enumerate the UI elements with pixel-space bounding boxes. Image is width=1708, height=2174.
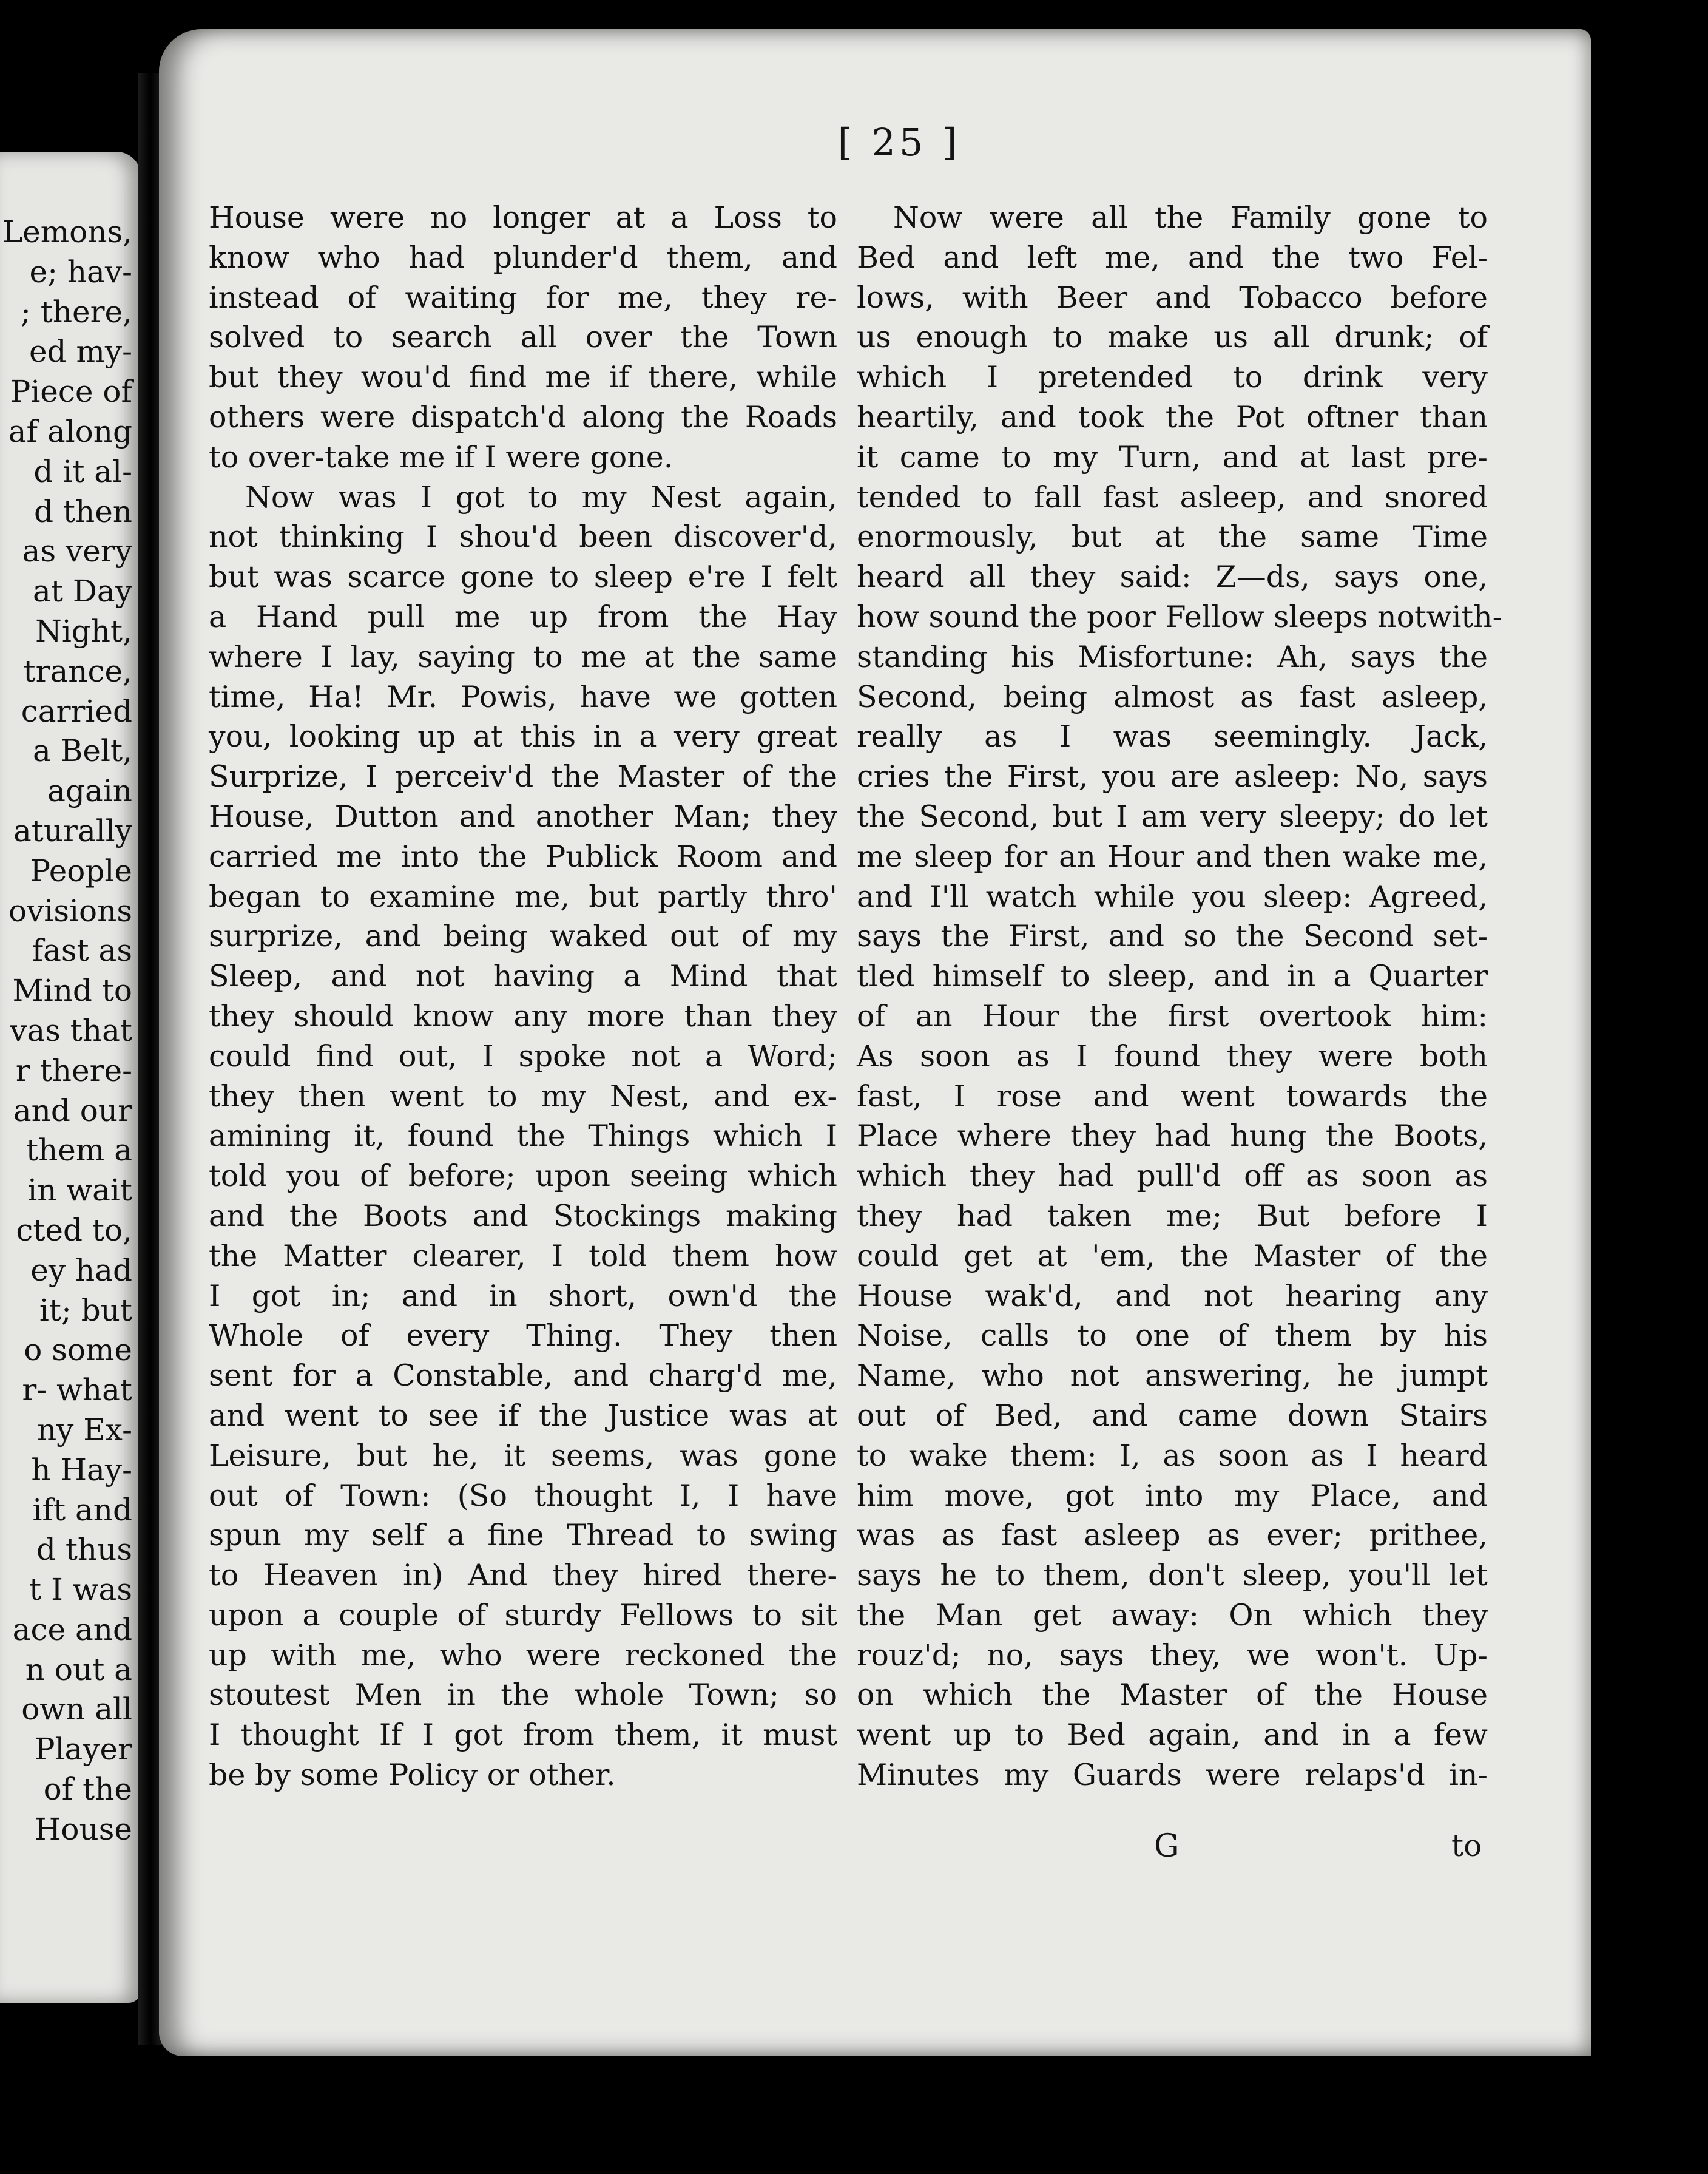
text-line: House wak'd, and not hearing any (857, 1278, 1488, 1313)
left-page-line: it; but (39, 1292, 132, 1328)
text-line: standing his Misfortune: Ah, says the (857, 639, 1488, 674)
text-line: which they had pull'd off as soon as (857, 1159, 1488, 1194)
text-line: lows, with Beer and Tobacco before (857, 280, 1488, 315)
text-line: others were dispatch'd along the Roads (209, 399, 837, 435)
text-line: amining it, found the Things which I (209, 1119, 837, 1154)
left-page-line: r- what (22, 1372, 132, 1408)
text-line: heartily, and took the Pot oftner than (857, 399, 1488, 435)
text-line: Second, being almost as fast asleep, (857, 679, 1488, 714)
left-page-line: Lemons, (2, 214, 132, 249)
text-line: they then went to my Nest, and ex- (209, 1079, 837, 1114)
text-line: where I lay, saying to me at the same (209, 639, 837, 674)
text-line: me sleep for an Hour and then wake me, (857, 839, 1488, 874)
text-line: Sleep, and not having a Mind that (209, 959, 837, 994)
text-line: they should know any more than they (209, 998, 837, 1034)
text-line: and went to see if the Justice was at (209, 1398, 837, 1433)
text-line: Surprize, I perceiv'd the Master of the (209, 759, 837, 794)
signature-mark: G (1154, 1828, 1180, 1864)
text-line: the Matter clearer, I told them how (209, 1238, 837, 1273)
left-page-line: ift and (32, 1492, 132, 1528)
text-line: As soon as I found they were both (857, 1038, 1488, 1074)
text-line: I got in; and in short, own'd the (209, 1278, 837, 1313)
text-line: says the First, and so the Second set- (857, 919, 1488, 954)
text-line: it came to my Turn, and at last pre- (857, 439, 1488, 475)
left-page-line: e; hav- (29, 254, 132, 290)
text-line: I thought If I got from them, it must (209, 1718, 837, 1753)
text-line: be by some Policy or other. (209, 1758, 616, 1793)
text-line: tended to fall fast asleep, and snored (857, 479, 1488, 515)
text-line: could find out, I spoke not a Word; (209, 1038, 837, 1074)
text-line: to over-take me if I were gone. (209, 439, 673, 475)
left-page-line: House (34, 1811, 132, 1847)
left-page-line: carried (21, 693, 132, 729)
left-page-line: a Belt, (32, 733, 132, 769)
text-line: Now were all the Family gone to (893, 200, 1488, 235)
left-page-line: af along (8, 413, 132, 449)
text-line: went up to Bed again, and in a few (857, 1718, 1488, 1753)
left-page-line: d thus (36, 1532, 132, 1568)
text-line: the Man get away: On which they (857, 1597, 1488, 1633)
left-page-line: Player (34, 1732, 132, 1767)
left-page-line: as very (22, 533, 132, 569)
text-line: could get at 'em, the Master of the (857, 1238, 1488, 1273)
text-line: really as I was seemingly. Jack, (857, 719, 1488, 754)
text-line: out of Bed, and came down Stairs (857, 1398, 1488, 1433)
catchword: to (1451, 1828, 1482, 1863)
left-page-line: cted to, (16, 1212, 132, 1248)
left-page-line: n out a (25, 1651, 132, 1687)
left-page-line: ny Ex- (36, 1412, 132, 1448)
text-line: Name, who not answering, he jumpt (857, 1358, 1488, 1393)
text-line: House were no longer at a Loss to (209, 200, 837, 235)
text-line: time, Ha! Mr. Powis, have we gotten (209, 679, 837, 714)
text-line: and the Boots and Stockings making (209, 1198, 837, 1233)
left-page-line: fast as (32, 933, 132, 969)
left-page-line: ovisions (8, 893, 132, 929)
left-page-line: Night, (35, 613, 132, 649)
text-line: on which the Master of the House (857, 1678, 1488, 1713)
left-page-line: r there- (15, 1052, 132, 1088)
text-line: told you of before; upon seeing which (209, 1159, 837, 1194)
text-line: cries the First, you are asleep: No, says (857, 759, 1488, 794)
text-line: Leisure, but he, it seems, was gone (209, 1438, 837, 1473)
left-page-line: aturally (13, 813, 132, 848)
left-page-line: ed my- (29, 334, 132, 370)
left-page-line: vas that (10, 1012, 132, 1048)
text-line: says he to them, don't sleep, you'll let (857, 1558, 1488, 1593)
text-line: of an Hour the first overtook him: (857, 998, 1488, 1034)
text-column-left (209, 198, 837, 1795)
left-page-line: at Day (33, 574, 132, 609)
text-line: not thinking I shou'd been discover'd, (209, 520, 837, 555)
main-page (159, 29, 1591, 2056)
left-page-line: h Hay- (31, 1452, 132, 1488)
text-line: you, looking up at this in a very great (209, 719, 837, 754)
text-line: stoutest Men in the whole Town; so (209, 1678, 837, 1713)
text-line: out of Town: (So thought I, I have (209, 1478, 837, 1513)
text-line: how sound the poor Fellow sleeps notwith- (857, 599, 1503, 634)
text-line: began to examine me, but partly thro' (209, 879, 837, 914)
text-line: surprize, and being waked out of my (209, 919, 837, 954)
text-line: tled himself to sleep, and in a Quarter (857, 959, 1488, 994)
left-page-line: ace and (12, 1611, 132, 1647)
left-page-line: d then (34, 493, 132, 529)
left-page-line: in wait (27, 1173, 132, 1208)
left-page-line: of the (43, 1772, 132, 1807)
text-line: heard all they said: Z—ds, says one, (857, 560, 1488, 595)
left-page-line: Piece of (10, 374, 132, 410)
text-line: us enough to make us all drunk; of (857, 320, 1488, 355)
text-line: to Heaven in) And they hired there- (209, 1558, 837, 1593)
left-page-line: ; there, (20, 294, 132, 330)
text-line: the Second, but I am very sleepy; do let (857, 799, 1488, 834)
text-line: know who had plunder'd them, and (209, 240, 837, 275)
text-line: up with me, who were reckoned the (209, 1637, 837, 1673)
text-line: Bed and left me, and the two Fel- (857, 240, 1488, 275)
left-page-line: People (30, 853, 132, 889)
left-page-line: and our (13, 1092, 132, 1128)
text-line: House, Dutton and another Man; they (209, 799, 837, 834)
left-page-edge (0, 152, 141, 2003)
left-page-line: Mind to (12, 973, 132, 1009)
text-line: sent for a Constable, and charg'd me, (209, 1358, 837, 1393)
left-page-line: them a (26, 1133, 132, 1168)
text-line: him move, got into my Place, and (857, 1478, 1488, 1513)
left-page-line: t I was (29, 1572, 132, 1608)
left-page-line: own all (21, 1691, 132, 1727)
left-page-line: ey had (30, 1252, 132, 1288)
page-number: [ 25 ] (837, 120, 961, 164)
text-line: which I pretended to drink very (857, 360, 1488, 395)
text-line: Place where they had hung the Boots, (857, 1119, 1488, 1154)
text-column-right (857, 198, 1503, 1795)
text-line: was as fast asleep as ever; prithee, (857, 1518, 1488, 1553)
left-page-line: again (47, 773, 132, 809)
text-line: Now was I got to my Nest again, (245, 479, 837, 515)
left-page-fragments (0, 212, 132, 1850)
text-line: carried me into the Publick Room and (209, 839, 837, 874)
text-line: upon a couple of sturdy Fellows to sit (209, 1597, 837, 1633)
text-line: instead of waiting for me, they re- (209, 280, 837, 315)
text-line: and I'll watch while you sleep: Agreed, (857, 879, 1488, 914)
text-line: but was scarce gone to sleep e're I felt (209, 560, 837, 595)
text-line: they had taken me; But before I (857, 1198, 1488, 1233)
text-line: solved to search all over the Town (209, 320, 837, 355)
text-line: Minutes my Guards were relaps'd in- (857, 1758, 1488, 1793)
text-line: a Hand pull me up from the Hay (209, 599, 837, 634)
text-line: to wake them: I, as soon as I heard (857, 1438, 1488, 1473)
text-line: Noise, calls to one of them by his (857, 1318, 1488, 1353)
left-page-line: trance, (23, 653, 132, 689)
left-page-line: d it al- (33, 453, 132, 489)
text-line: but they wou'd find me if there, while (209, 360, 837, 395)
text-line: enormously, but at the same Time (857, 520, 1488, 555)
text-line: rouz'd; no, says they, we won't. Up- (857, 1637, 1488, 1673)
text-line: Whole of every Thing. They then (209, 1318, 837, 1353)
text-line: spun my self a fine Thread to swing (209, 1518, 837, 1553)
left-page-line: o some (24, 1332, 132, 1368)
text-line: fast, I rose and went towards the (857, 1079, 1488, 1114)
